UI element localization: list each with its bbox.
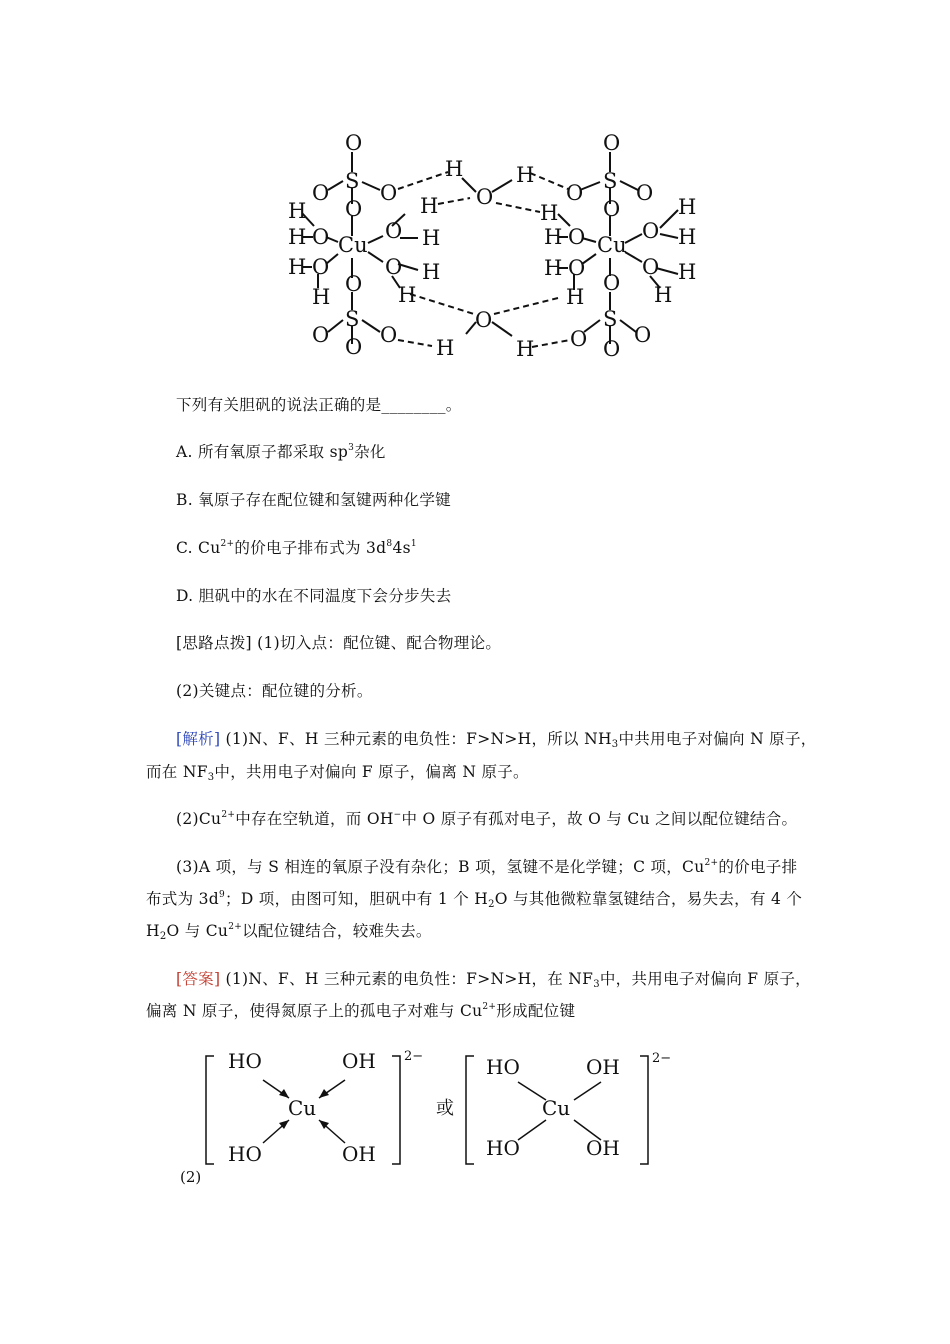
atom-label: O bbox=[345, 272, 363, 296]
question-stem: 下列有关胆矾的说法正确的是________。 bbox=[176, 396, 462, 414]
ligand-label: HO bbox=[486, 1136, 520, 1160]
atom-label: H bbox=[566, 285, 585, 309]
atom-label: O bbox=[345, 335, 363, 359]
atom-label: H bbox=[288, 199, 307, 223]
option-c: C. $Cu^{2+}$的价电子排布式为 $3d^84s^1$ bbox=[176, 539, 417, 557]
ligand-label: OH bbox=[342, 1142, 376, 1166]
atom-label: O bbox=[312, 181, 330, 205]
ligand-label: OH bbox=[586, 1055, 620, 1079]
option-d: D. 胆矾中的水在不同温度下会分步失去 bbox=[176, 587, 452, 605]
ligand-label: OH bbox=[342, 1049, 376, 1073]
atom-label: H bbox=[288, 225, 307, 249]
atom-label: O bbox=[566, 181, 584, 205]
atom-label: O bbox=[385, 255, 403, 279]
atom-label: H bbox=[398, 283, 417, 307]
atom-label: O bbox=[385, 219, 403, 243]
atom-label: H bbox=[516, 163, 535, 187]
charge-label: 2− bbox=[404, 1049, 424, 1064]
analysis-line-2: 而在 $NF_3$中，共用电子对偏向 F 原子，偏离 N 原子。 bbox=[146, 763, 529, 783]
answer-part-2-label: (2) bbox=[180, 1168, 202, 1186]
answer-line-1: [答案] (1)N、F、H 三种元素的电负性：F>N>H，在 $NF_3$中，共用电子对偏向 F 原子， bbox=[176, 970, 811, 990]
atom-label: O bbox=[475, 308, 493, 332]
atom-label: H bbox=[436, 336, 455, 360]
analysis-line-5: 布式为 $3d^9$；D 项，由图可知，胆矾中有 1 个 $H_2O$ 与其他微粒靠氢键结合，易失去，有 4 个 bbox=[146, 890, 803, 910]
atom-label: S bbox=[603, 307, 618, 331]
atom-label: S bbox=[603, 169, 618, 193]
atom-label: H bbox=[678, 195, 697, 219]
central-ion-label: Cu bbox=[542, 1096, 571, 1120]
atom-label: O bbox=[568, 225, 586, 249]
atom-label: H bbox=[420, 194, 439, 218]
atom-label: S bbox=[345, 169, 360, 193]
atom-label: H bbox=[678, 260, 697, 284]
atom-label: H bbox=[445, 157, 464, 181]
analysis-line-3: $(2)Cu^{2+}$中存在空轨道，而 OH−中 O 原子有孤对电子，故 O 与 Cu 之间以配位键结合。 bbox=[176, 810, 798, 828]
analysis-line-4: (3)A 项，与 S 相连的氧原子没有杂化；B 项，氢键不是化学键；C 项，$Cu^{2+}$的价电子排 bbox=[176, 858, 798, 876]
atom-label: O bbox=[642, 219, 660, 243]
atom-label: O bbox=[603, 271, 621, 295]
complex-ion-structures bbox=[0, 1040, 950, 1210]
atom-label: H bbox=[544, 256, 563, 280]
hint-line-2: (2)关键点：配位键的分析。 bbox=[176, 682, 373, 700]
charge-label: 2− bbox=[652, 1051, 672, 1066]
option-b: B. 氧原子存在配位键和氢键两种化学键 bbox=[176, 491, 451, 509]
atom-label: O bbox=[380, 323, 398, 347]
atom-label: O bbox=[312, 225, 330, 249]
atom-label: H bbox=[422, 260, 441, 284]
atom-label: Cu bbox=[597, 233, 627, 257]
atom-label: O bbox=[345, 131, 363, 155]
atom-label: H bbox=[540, 201, 559, 225]
atom-label: H bbox=[516, 337, 535, 361]
atom-label: O bbox=[568, 256, 586, 280]
atom-label: O bbox=[603, 131, 621, 155]
atom-label: O bbox=[312, 323, 330, 347]
option-a: A. 所有氧原子都采取 $sp^3$杂化 bbox=[176, 443, 386, 461]
atom-label: O bbox=[634, 323, 652, 347]
atom-label: O bbox=[312, 255, 330, 279]
atom-label: O bbox=[476, 185, 494, 209]
atom-label: H bbox=[544, 225, 563, 249]
ligand-label: OH bbox=[586, 1136, 620, 1160]
atom-label: O bbox=[603, 197, 621, 221]
atom-label: O bbox=[603, 337, 621, 361]
analysis-line-1: [解析] (1)N、F、H 三种元素的电负性：F>N>H，所以 $NH_3$中共用电子对偏向 N 原子， bbox=[176, 730, 817, 750]
atom-label: O bbox=[570, 327, 588, 351]
atom-label: S bbox=[345, 307, 360, 331]
atom-label: Cu bbox=[338, 233, 368, 257]
ligand-label: HO bbox=[228, 1142, 262, 1166]
atom-label: O bbox=[345, 197, 363, 221]
ligand-label: HO bbox=[486, 1055, 520, 1079]
atom-label: O bbox=[380, 181, 398, 205]
atom-label: H bbox=[288, 255, 307, 279]
analysis-label: [解析] bbox=[176, 730, 221, 748]
atom-label: O bbox=[636, 181, 654, 205]
atom-label: H bbox=[654, 283, 673, 307]
answer-line-2: 偏离 N 原子，使得氮原子上的孤电子对难与 $Cu^{2+}$形成配位键 bbox=[146, 1002, 576, 1020]
atom-label: H bbox=[678, 225, 697, 249]
atom-label: O bbox=[642, 255, 660, 279]
answer-label: [答案] bbox=[176, 970, 221, 988]
atom-label: H bbox=[312, 285, 331, 309]
ligand-label: HO bbox=[228, 1049, 262, 1073]
copper-sulfate-structure-figure bbox=[0, 0, 950, 380]
analysis-line-6: $H_2O$ 与 $Cu^{2+}$以配位键结合，较难失去。 bbox=[146, 922, 432, 942]
atom-label: H bbox=[422, 226, 441, 250]
central-ion-label: Cu bbox=[288, 1096, 317, 1120]
or-label: 或 bbox=[436, 1098, 454, 1119]
hint-line-1: [思路点拨] (1)切入点：配位键、配合物理论。 bbox=[176, 634, 502, 652]
